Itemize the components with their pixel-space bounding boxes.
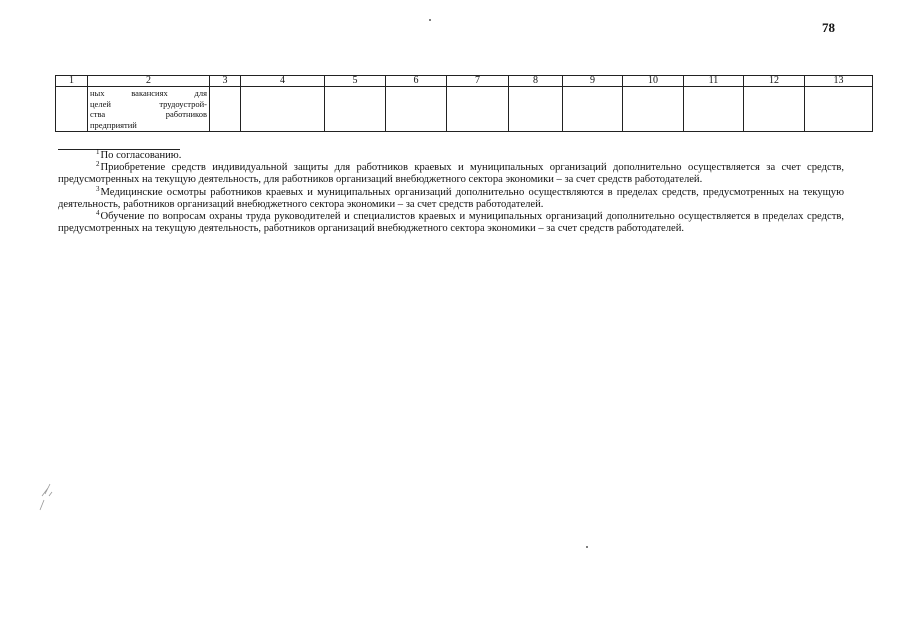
footnote-2 bbox=[58, 162, 844, 186]
table-row bbox=[56, 87, 873, 132]
table-cell bbox=[56, 87, 88, 132]
scan-speck bbox=[586, 546, 588, 548]
table-cell bbox=[210, 87, 241, 132]
page-number: 78 bbox=[822, 20, 835, 35]
table-cell bbox=[744, 87, 805, 132]
table-header-row bbox=[56, 76, 873, 87]
column-number: 4 bbox=[241, 76, 325, 87]
table-cell bbox=[241, 87, 325, 132]
table-cell bbox=[805, 87, 873, 132]
scan-speck bbox=[429, 19, 431, 21]
column-number: 3 bbox=[210, 76, 241, 87]
footnotes bbox=[58, 150, 844, 235]
column-number: 2 bbox=[88, 76, 210, 87]
column-number: 8 bbox=[509, 76, 563, 87]
footnote-text: Медицинские осмотры работников краевых и муниципальных организаций дополнительно осуществляются в пределах средств, предусмотренных на текущую деятельность, работников организаций внебюджетного сектора экономики – за счет средств работодателей. bbox=[58, 186, 844, 210]
table-cell bbox=[509, 87, 563, 132]
column-number: 11 bbox=[684, 76, 744, 87]
table-cell bbox=[563, 87, 623, 132]
footnote-text: Обучение по вопросам охраны труда руководителей и специалистов краевых и муниципальных организаций дополнительно осуществляется в пределах средств, предусмотренных на текущую деятельность, работников организаций внебюджетного сектора экономики – за счет средств работодателей. bbox=[58, 211, 844, 235]
column-number: 12 bbox=[744, 76, 805, 87]
cell-line: предприятий bbox=[90, 119, 137, 130]
footnote-1 bbox=[58, 150, 844, 162]
cell-line: целей трудоустрой- bbox=[90, 98, 207, 109]
footnote-text: Приобретение средств индивидуальной защиты для работников краевых и муниципальных организаций дополнительно осуществляется за счет средств, предусмотренных на текущую деятельность, для работников организаций внебюджетного сектора экономики – за счет средств работодателей. bbox=[58, 162, 844, 186]
scan-mark bbox=[36, 482, 60, 514]
cell-line: ных вакансиях для bbox=[90, 88, 207, 98]
footnote-text: По согласованию. bbox=[100, 150, 182, 161]
column-number: 9 bbox=[563, 76, 623, 87]
footnote-mark: 4 bbox=[96, 209, 100, 218]
footnote-mark: 3 bbox=[96, 184, 100, 193]
table-cell bbox=[325, 87, 386, 132]
footnote-mark: 2 bbox=[96, 160, 100, 169]
table-cell bbox=[684, 87, 744, 132]
column-number: 7 bbox=[447, 76, 509, 87]
column-number: 5 bbox=[325, 76, 386, 87]
column-number: 1 bbox=[56, 76, 88, 87]
footnote-3 bbox=[58, 184, 844, 211]
table-cell bbox=[623, 87, 684, 132]
table-cell bbox=[88, 87, 210, 132]
cell-text bbox=[88, 87, 209, 131]
column-number: 6 bbox=[386, 76, 447, 87]
footnote-mark: 1 bbox=[96, 148, 100, 156]
column-number: 10 bbox=[623, 76, 684, 87]
cell-line: ства работников bbox=[90, 109, 207, 119]
data-table bbox=[55, 75, 873, 132]
column-number: 13 bbox=[805, 76, 873, 87]
table-cell bbox=[386, 87, 447, 132]
footnote-4 bbox=[58, 211, 844, 235]
table-cell bbox=[447, 87, 509, 132]
